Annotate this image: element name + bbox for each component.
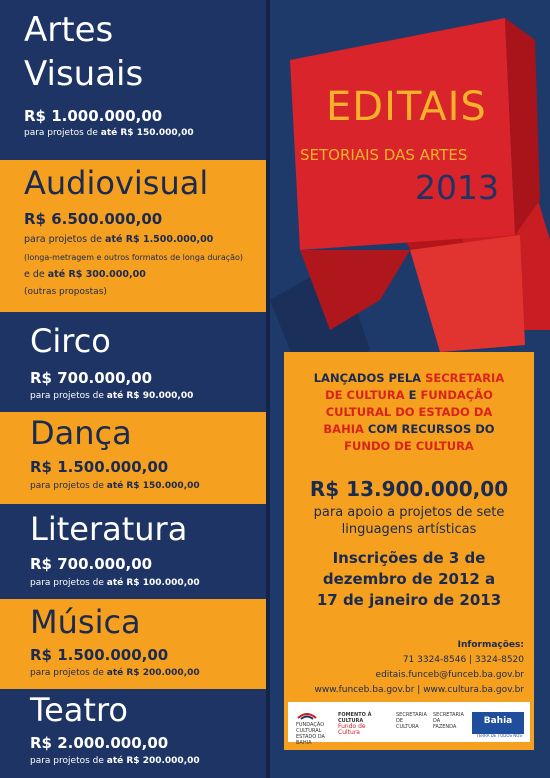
category-amount: R$ 1.500.000,00 [30, 458, 169, 476]
category-audiovisual [0, 160, 270, 312]
category-name: Audiovisual [24, 164, 209, 202]
category-name: Música [30, 603, 141, 641]
title-main: EDITAIS [326, 84, 487, 130]
category-musica [0, 599, 270, 689]
category-note: (longa-metragem e outros formatos de longa duração) [24, 253, 244, 262]
category-amount: R$ 6.500.000,00 [24, 210, 163, 228]
info-label: Informações: [457, 640, 524, 650]
launch-text: LANÇADOS PELA SECRETARIA DE CULTURA E FUNDAÇÃO CULTURAL DO ESTADO DA BAHIA COM RECURSOS DO FUNDO DE CULTURA [313, 371, 505, 453]
category-name-line2: Visuais [24, 54, 144, 94]
category-artes-visuais [0, 0, 270, 160]
secult-logo: SECRETARIA DE CULTURA [396, 712, 427, 730]
category-name: Circo [30, 322, 111, 360]
title-subtitle: SETORIAIS DAS ARTES [300, 146, 468, 164]
category-amount: R$ 2.000.000,00 [30, 734, 169, 752]
category-name: Literatura [30, 510, 188, 548]
category-limit: para projetos de até R$ 150.000,00 [30, 481, 200, 491]
funceb-icon [296, 710, 318, 720]
category-limit: para projetos de até R$ 150.000,00 [24, 128, 194, 138]
category-amount: R$ 1.500.000,00 [30, 646, 169, 664]
category-literatura [0, 504, 270, 599]
phone-numbers: 71 3324-8546 | 3324-8520 [402, 655, 524, 665]
total-amount: R$ 13.900.000,00 [309, 477, 509, 501]
category-name: Artes [24, 10, 114, 50]
category-limit: para projetos de até R$ 1.500.000,00 [24, 234, 214, 245]
info-box [284, 352, 534, 750]
category-amount: R$ 700.000,00 [30, 555, 153, 573]
sefaz-logo: SECRETARIA DA FAZENDA [433, 712, 464, 730]
category-name: Teatro [30, 691, 128, 729]
category-amount: R$ 1.000.000,00 [24, 107, 163, 125]
email-link[interactable]: editais.funceb@funceb.ba.gov.br [375, 670, 524, 680]
category-danca [0, 412, 270, 504]
category-limit: para projetos de até R$ 100.000,00 [30, 578, 200, 588]
right-panel [270, 0, 550, 778]
category-limit: para projetos de até R$ 90.000,00 [30, 391, 194, 401]
website-links[interactable]: www.funceb.ba.gov.br | www.cultura.ba.gov.br [314, 685, 524, 695]
funceb-logo: FUNDAÇÃO CULTURAL ESTADO DA BAHIA [296, 710, 330, 746]
category-note-2: (outras propostas) [24, 287, 107, 297]
total-description: para apoio a projetos de sete linguagens artísticas [313, 505, 505, 537]
bahia-tagline: TERRA DE TODOS NÓS [476, 733, 522, 738]
registration-dates: Inscrições de 3 de dezembro de 2012 a 17 de janeiro de 2013 [316, 549, 502, 609]
fomento-logo: FOMENTO À CULTURA Fundo de Cultura [338, 712, 372, 736]
title-year: 2013 [415, 168, 499, 207]
sponsor-logos [288, 702, 530, 746]
category-limit-2: e de até R$ 300.000,00 [24, 269, 146, 280]
category-circo [0, 312, 270, 412]
category-name: Dança [30, 414, 132, 452]
category-amount: R$ 700.000,00 [30, 369, 153, 387]
category-limit: para projetos de até R$ 200.000,00 [30, 668, 200, 678]
category-teatro [0, 689, 270, 778]
category-limit: para projetos de até R$ 200.000,00 [30, 756, 200, 766]
bahia-logo: Bahia [472, 712, 524, 734]
